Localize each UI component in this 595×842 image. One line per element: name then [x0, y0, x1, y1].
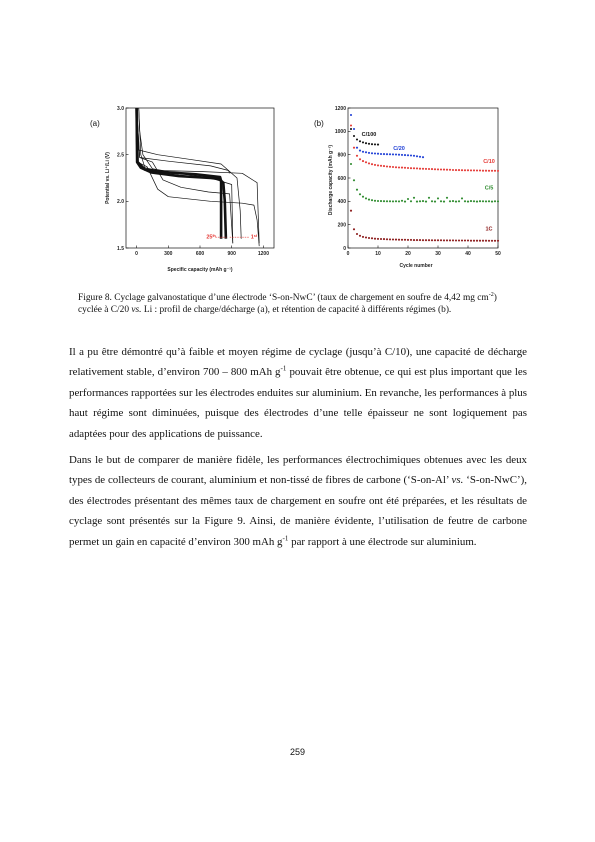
- panel-b-ytick-label: 400: [337, 199, 346, 206]
- capacity-point: [428, 239, 430, 241]
- capacity-point: [497, 200, 499, 202]
- capacity-point: [464, 200, 466, 202]
- capacity-point: [359, 140, 361, 142]
- capacity-point: [410, 154, 412, 156]
- capacity-point: [386, 238, 388, 240]
- capacity-point: [467, 201, 469, 203]
- capacity-point: [437, 168, 439, 170]
- capacity-point: [365, 151, 367, 153]
- capacity-point: [389, 200, 391, 202]
- capacity-point: [443, 169, 445, 171]
- panel-b-tag: (b): [314, 119, 324, 128]
- cycle-annotation: 25ᵗʰ: [206, 234, 216, 241]
- capacity-point: [389, 153, 391, 155]
- capacity-point: [497, 170, 499, 172]
- capacity-point: [470, 200, 472, 202]
- capacity-point: [368, 162, 370, 164]
- panel-b-ytick-label: 1200: [334, 105, 346, 112]
- capacity-point: [404, 201, 406, 203]
- panel-a-xlabel: Specific capacity (mAh g⁻¹): [167, 267, 233, 273]
- capacity-point: [350, 128, 352, 130]
- capacity-point: [446, 169, 448, 171]
- panel-a-xtick-label: 0: [135, 251, 138, 257]
- capacity-point: [380, 200, 382, 202]
- capacity-point: [371, 163, 373, 165]
- capacity-point: [461, 197, 463, 199]
- capacity-point: [491, 240, 493, 242]
- capacity-point: [356, 147, 358, 149]
- capacity-point: [446, 197, 448, 199]
- capacity-point: [473, 240, 475, 242]
- panel-b-xtick-label: 10: [375, 251, 381, 257]
- capacity-point: [407, 239, 409, 241]
- capacity-point: [383, 153, 385, 155]
- panel-a-xtick-label: 300: [164, 251, 173, 257]
- capacity-point: [452, 239, 454, 241]
- capacity-point: [419, 239, 421, 241]
- capacity-point: [416, 155, 418, 157]
- capacity-point: [476, 169, 478, 171]
- capacity-point: [413, 155, 415, 157]
- capacity-point: [488, 170, 490, 172]
- capacity-point: [449, 200, 451, 202]
- capacity-point: [482, 170, 484, 172]
- capacity-point: [356, 155, 358, 157]
- capacity-point: [440, 239, 442, 241]
- capacity-point: [461, 239, 463, 241]
- capacity-point: [452, 200, 454, 202]
- capacity-point: [479, 240, 481, 242]
- capacity-point: [419, 200, 421, 202]
- page-number: 259: [289, 747, 306, 757]
- panel-a-ytick-label: 1.5: [117, 245, 124, 252]
- panel-a-tag: (a): [90, 119, 100, 128]
- capacity-point: [359, 150, 361, 152]
- capacity-point: [371, 237, 373, 239]
- capacity-point: [416, 167, 418, 169]
- capacity-point: [491, 170, 493, 172]
- capacity-point: [365, 197, 367, 199]
- panel-b-ytick-label: 200: [337, 222, 346, 229]
- capacity-point: [440, 168, 442, 170]
- series-label: C/5: [484, 185, 494, 192]
- panel-a-xtick-label: 1200: [257, 251, 269, 257]
- paragraph-1: Il a pu être démontré qu’à faible et moyen régime de cyclage (jusqu’à C/10), une capacité de décharge relativement stable, d’environ 700 – 800 mAh $g^{-1}$ pouvait être obtenue, ce qui est plus important que les performances rapportées sur les électrodes enduites sur aluminium. En revanche, les performances à plus haut régime sont diminuées, puisque des électrodes d’une telle épaisseur ne sont logiquement pas adaptées pour des applications de puissance.: [69, 346, 527, 440]
- capacity-point: [380, 165, 382, 167]
- capacity-point: [485, 200, 487, 202]
- capacity-point: [449, 239, 451, 241]
- capacity-point: [470, 240, 472, 242]
- capacity-point: [422, 168, 424, 170]
- capacity-point: [416, 201, 418, 203]
- capacity-point: [452, 169, 454, 171]
- capacity-point: [464, 239, 466, 241]
- capacity-point: [389, 238, 391, 240]
- capacity-point: [365, 142, 367, 144]
- capacity-point: [374, 200, 376, 202]
- capacity-point: [368, 237, 370, 239]
- capacity-point: [467, 239, 469, 241]
- capacity-point: [353, 135, 355, 137]
- capacity-point: [413, 167, 415, 169]
- capacity-point: [464, 169, 466, 171]
- capacity-point: [377, 200, 379, 202]
- capacity-point: [356, 233, 358, 235]
- capacity-point: [386, 153, 388, 155]
- capacity-point: [497, 240, 499, 242]
- figure-8: [88, 100, 508, 280]
- capacity-point: [437, 197, 439, 199]
- capacity-point: [488, 200, 490, 202]
- capacity-point: [431, 239, 433, 241]
- panel-b-xtick-label: 50: [495, 251, 501, 257]
- paragraph-2: Dans le but de comparer de manière fidèle, les performances électrochimiques obtenues avec les deux types de collecteurs de courant, aluminium et non-tissé de fibres de carbone (‘S-on-Al’ vs. ‘S-on-NwC’), des électrodes présentant des mêmes taux de chargement en soufre ont été préparées, et les résultats de cyclage sont présentés sur la Figure 9. Ainsi, de manière évidente, l’utilisation de feutre de carbone permet un gain en capacité d’environ 300 mAh $g^{-1}$ par rapport à une électrode sur aluminium.: [69, 454, 527, 548]
- capacity-point: [350, 210, 352, 212]
- capacity-point: [422, 200, 424, 202]
- capacity-point: [479, 169, 481, 171]
- capacity-point: [422, 239, 424, 241]
- capacity-point: [461, 169, 463, 171]
- panel-b-xlabel: Cycle number: [399, 263, 433, 269]
- capacity-point: [416, 239, 418, 241]
- capacity-point: [437, 239, 439, 241]
- panel-a-ylabel: Potential vs. Li⁺/Li (V): [105, 152, 111, 204]
- capacity-point: [482, 200, 484, 202]
- figure-caption: Figure 8. Cyclage galvanostatique d’une électrode ‘S-on-NwC’ (taux de chargement en soufre de 4,42 mg $cm^{-2}$) cyclée à C/20 vs. Li : profil de charge/décharge (a), et rétention de capacité à différents régimes (b).: [78, 291, 497, 315]
- capacity-point: [434, 201, 436, 203]
- panel-a-ytick-label: 2.5: [117, 152, 124, 159]
- capacity-point: [350, 114, 352, 116]
- capacity-point: [425, 239, 427, 241]
- capacity-point: [494, 200, 496, 202]
- capacity-point: [398, 154, 400, 156]
- capacity-point: [407, 198, 409, 200]
- cycle-annotation: 1ˢᵗ: [250, 234, 258, 241]
- capacity-point: [494, 240, 496, 242]
- capacity-point: [383, 200, 385, 202]
- capacity-point: [431, 168, 433, 170]
- capacity-point: [488, 240, 490, 242]
- panel-b-ytick-label: 1000: [334, 129, 346, 136]
- capacity-point: [368, 199, 370, 201]
- capacity-point: [371, 199, 373, 201]
- panel-b-ytick-label: 800: [337, 152, 346, 159]
- capacity-point: [443, 239, 445, 241]
- panel-a-xtick-label: 900: [227, 251, 236, 257]
- capacity-point: [395, 153, 397, 155]
- capacity-point: [449, 169, 451, 171]
- panel-a-ytick-label: 3.0: [117, 105, 124, 112]
- capacity-point: [383, 238, 385, 240]
- chart-panel-a: [88, 100, 288, 280]
- capacity-point: [374, 152, 376, 154]
- series-label: C/20: [393, 146, 405, 152]
- capacity-point: [368, 143, 370, 145]
- capacity-point: [398, 166, 400, 168]
- capacity-point: [374, 238, 376, 240]
- capacity-point: [473, 169, 475, 171]
- series-label: C/100: [361, 132, 377, 138]
- capacity-point: [362, 141, 364, 143]
- capacity-point: [374, 143, 376, 145]
- capacity-point: [362, 160, 364, 162]
- capacity-point: [455, 169, 457, 171]
- capacity-point: [443, 201, 445, 203]
- capacity-point: [383, 165, 385, 167]
- capacity-point: [413, 197, 415, 199]
- capacity-point: [353, 147, 355, 149]
- capacity-point: [494, 170, 496, 172]
- capacity-point: [356, 189, 358, 191]
- capacity-point: [476, 201, 478, 203]
- capacity-point: [401, 167, 403, 169]
- capacity-point: [362, 151, 364, 153]
- capacity-point: [485, 240, 487, 242]
- capacity-point: [359, 158, 361, 160]
- panel-a-ytick-label: 2.0: [117, 199, 124, 206]
- capacity-point: [455, 239, 457, 241]
- capacity-point: [377, 144, 379, 146]
- capacity-point: [485, 170, 487, 172]
- capacity-point: [377, 164, 379, 166]
- panel-b-ylabel: Discharge capacity (mAh g⁻¹): [328, 144, 334, 216]
- panel-b-plot-frame: [348, 108, 498, 248]
- panel-b-ytick-label: 0: [343, 245, 346, 252]
- capacity-point: [413, 239, 415, 241]
- capacity-point: [440, 200, 442, 202]
- capacity-point: [386, 200, 388, 202]
- capacity-point: [398, 200, 400, 202]
- capacity-point: [446, 239, 448, 241]
- capacity-point: [353, 228, 355, 230]
- chart-panel-b: [308, 100, 508, 280]
- capacity-point: [395, 166, 397, 168]
- panel-a-xtick-label: 600: [195, 251, 205, 257]
- capacity-point: [353, 128, 355, 130]
- capacity-point: [467, 169, 469, 171]
- capacity-point: [425, 168, 427, 170]
- capacity-point: [422, 156, 424, 158]
- capacity-point: [386, 165, 388, 167]
- capacity-point: [368, 152, 370, 154]
- capacity-point: [476, 240, 478, 242]
- capacity-point: [404, 167, 406, 169]
- capacity-point: [410, 239, 412, 241]
- capacity-point: [455, 201, 457, 203]
- capacity-point: [356, 138, 358, 140]
- capacity-point: [392, 238, 394, 240]
- capacity-point: [350, 163, 352, 165]
- capacity-point: [365, 161, 367, 163]
- capacity-point: [371, 152, 373, 154]
- capacity-point: [410, 200, 412, 202]
- capacity-point: [404, 154, 406, 156]
- capacity-point: [428, 197, 430, 199]
- capacity-point: [470, 169, 472, 171]
- capacity-point: [473, 200, 475, 202]
- capacity-point: [419, 168, 421, 170]
- capacity-point: [389, 166, 391, 168]
- capacity-point: [419, 156, 421, 158]
- panel-b-xtick-label: 20: [405, 251, 411, 257]
- capacity-point: [401, 200, 403, 202]
- capacity-point: [353, 179, 355, 181]
- capacity-point: [362, 196, 364, 198]
- capacity-point: [434, 239, 436, 241]
- capacity-point: [458, 239, 460, 241]
- capacity-point: [395, 200, 397, 202]
- capacity-point: [434, 168, 436, 170]
- capacity-point: [404, 239, 406, 241]
- capacity-point: [377, 153, 379, 155]
- capacity-point: [482, 240, 484, 242]
- capacity-point: [407, 167, 409, 169]
- capacity-point: [359, 235, 361, 237]
- capacity-point: [401, 239, 403, 241]
- capacity-point: [428, 168, 430, 170]
- capacity-point: [374, 164, 376, 166]
- capacity-point: [380, 153, 382, 155]
- capacity-point: [458, 200, 460, 202]
- series-label: 1C: [485, 226, 493, 233]
- capacity-point: [431, 200, 433, 202]
- panel-b-xtick-label: 0: [346, 251, 350, 257]
- capacity-point: [392, 200, 394, 202]
- capacity-point: [377, 238, 379, 240]
- capacity-point: [359, 193, 361, 195]
- capacity-point: [425, 201, 427, 203]
- panel-b-xtick-label: 40: [465, 251, 471, 257]
- capacity-point: [350, 124, 352, 126]
- panel-b-ytick-label: 600: [337, 175, 346, 182]
- capacity-point: [395, 239, 397, 241]
- capacity-point: [392, 166, 394, 168]
- capacity-point: [380, 238, 382, 240]
- capacity-point: [365, 236, 367, 238]
- panel-b-xtick-label: 30: [435, 251, 441, 257]
- capacity-point: [491, 201, 493, 203]
- capacity-point: [392, 153, 394, 155]
- capacity-point: [371, 143, 373, 145]
- capacity-point: [401, 154, 403, 156]
- capacity-point: [407, 154, 409, 156]
- capacity-point: [398, 239, 400, 241]
- capacity-point: [362, 236, 364, 238]
- capacity-point: [458, 169, 460, 171]
- capacity-point: [479, 200, 481, 202]
- series-label: C/10: [483, 158, 495, 165]
- capacity-point: [410, 167, 412, 169]
